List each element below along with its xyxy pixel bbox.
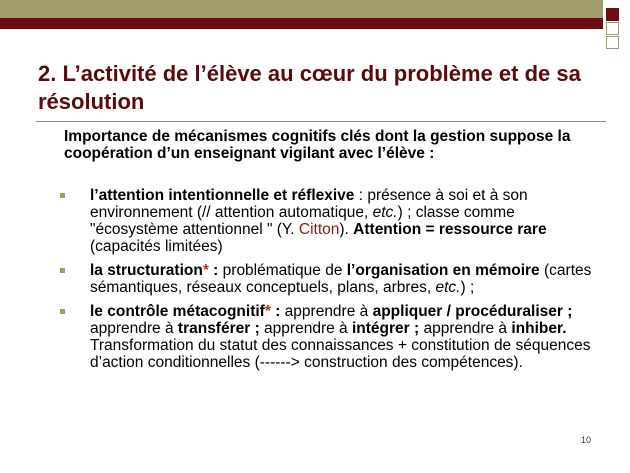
square-bullet-icon: [60, 309, 65, 314]
term-structuration: la structuration: [90, 262, 203, 279]
emphasis: intégrer ;: [351, 320, 420, 337]
emphasis: inhiber.: [511, 320, 567, 337]
text: ).: [339, 221, 354, 238]
emphasis: Attention = ressource rare: [353, 221, 547, 238]
bullet-item-structuration: [58, 262, 604, 296]
text-italic: etc.: [372, 204, 398, 221]
text: : présence à soi et à son environnement (// attention automatique,: [90, 187, 528, 221]
text: problématique de: [222, 262, 347, 279]
text: ) ; classe comme "écosystème attentionnel " (Y.: [90, 204, 515, 238]
text: (cartes sémantiques, réseaux conceptuels, plans, arbres,: [90, 262, 592, 296]
asterisk: *: [202, 262, 209, 279]
decor-square-filled: [606, 8, 619, 21]
text: (capacités limitées): [90, 238, 223, 255]
term-metacognitif: le contrôle métacognitif: [90, 303, 265, 320]
title-divider: [36, 121, 606, 122]
intro-text: Importance de mécanismes cognitifs clés dont la gestion suppose la coopération d’un enseignant vigilant avec l’élève :: [64, 128, 571, 162]
square-bullet-icon: [60, 193, 65, 198]
text: Transformation du statut des connaissances + constitution de séquences d’action conditionnelles (------> construction des compétences).: [90, 337, 591, 371]
author-name: Citton: [298, 221, 340, 238]
bullet-list: [58, 187, 604, 378]
text: ) ;: [460, 279, 475, 296]
slide-title: 2. L’activité de l’élève au cœur du problème et de sa résolution: [38, 61, 581, 114]
header-band-olive: [0, 0, 603, 18]
emphasis: appliquer / procéduraliser ;: [372, 303, 573, 320]
emphasis: transférer ;: [177, 320, 260, 337]
separator: :: [208, 262, 223, 279]
decor-square-outline: [606, 22, 619, 35]
separator: :: [270, 303, 285, 320]
text: apprendre à: [90, 320, 178, 337]
text: apprendre à: [259, 320, 352, 337]
text: apprendre à: [284, 303, 373, 320]
text-italic: etc.: [435, 279, 461, 296]
decor-square-outline: [606, 36, 619, 49]
emphasis: l’organisation en mémoire: [346, 262, 540, 279]
square-bullet-icon: [60, 268, 65, 273]
text: apprendre à: [419, 320, 512, 337]
term-attention: l’attention intentionnelle et réflexive: [90, 187, 355, 204]
page-number: 10: [581, 435, 592, 445]
bullet-item-metacognitif: [58, 303, 604, 371]
bullet-item-attention: [58, 187, 604, 255]
asterisk: *: [264, 303, 271, 320]
header-band-maroon: [0, 18, 603, 29]
